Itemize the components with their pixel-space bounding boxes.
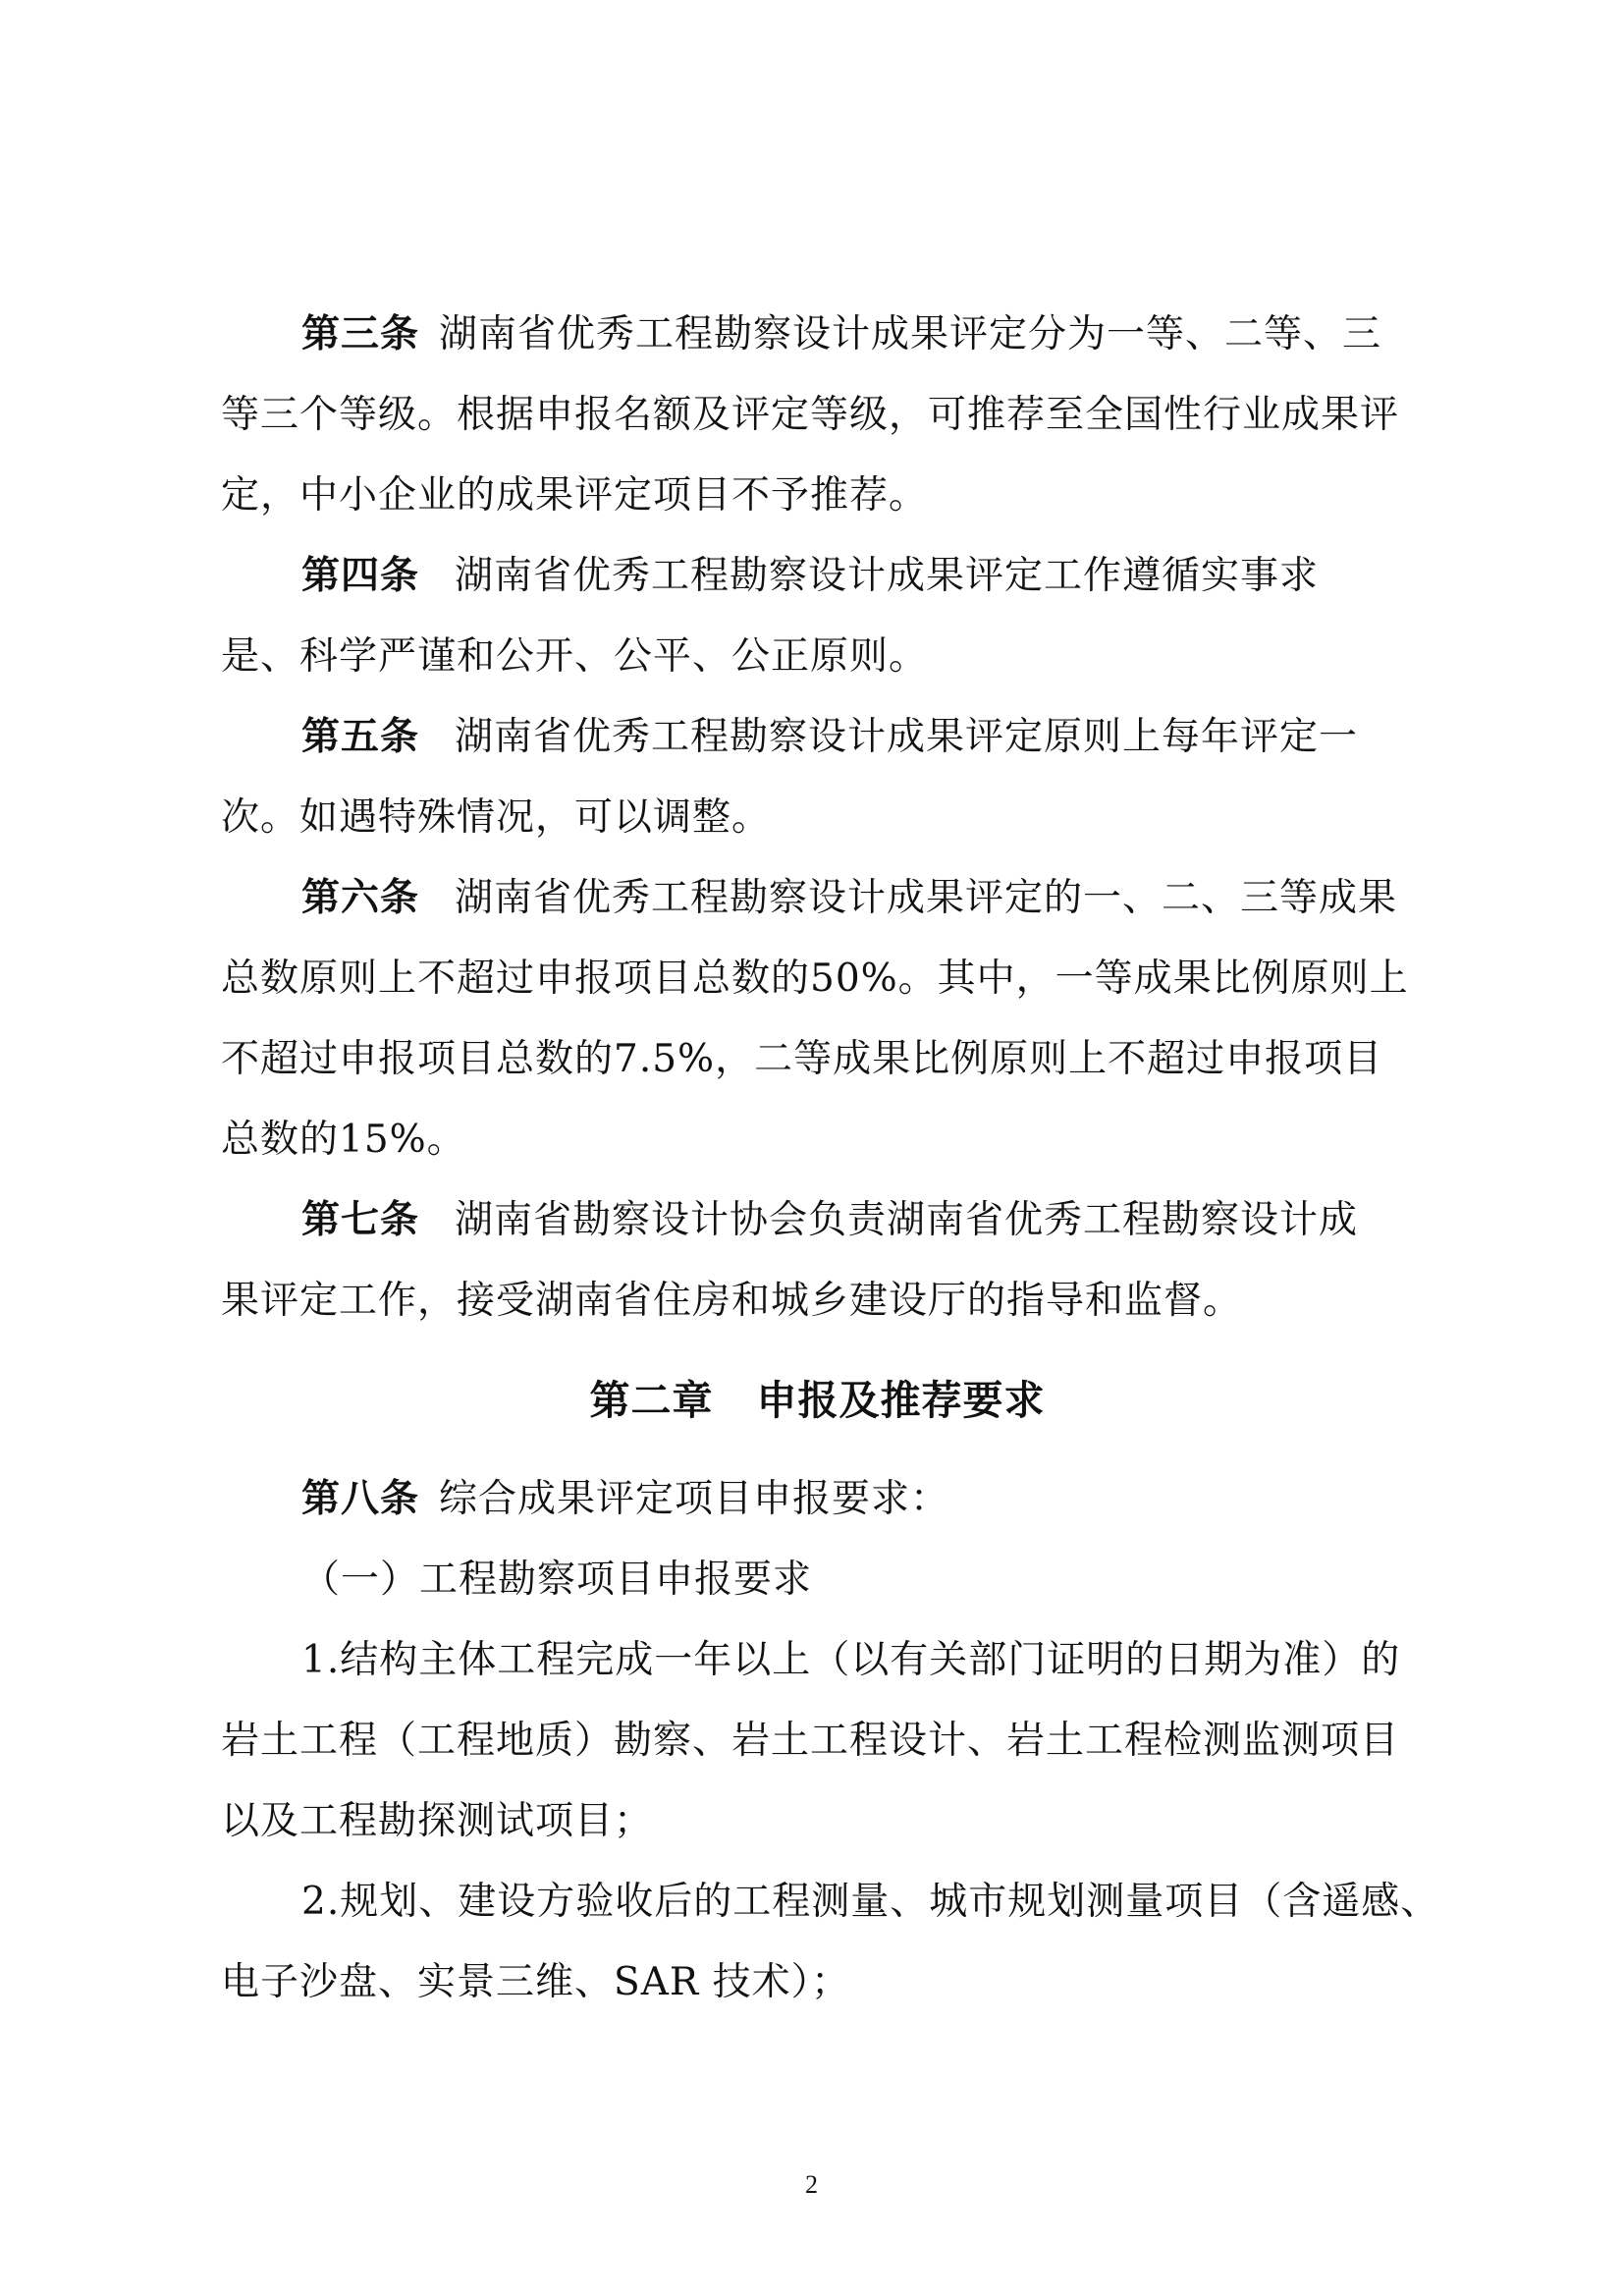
article-6 [221,858,1414,1180]
list-item [221,1862,1440,2023]
article-text-line: 不超过申报项目总数的7.5%，二等成果比例原则上不超过申报项目 [221,1037,1383,1081]
article-text-line: 果评定工作，接受湖南省住房和城乡建设厅的指导和监督。 [221,1279,1243,1323]
article-text-line: 等三个等级。根据申报名额及评定等级，可推荐至全国性行业成果评 [221,393,1400,437]
article-label: 第七条 [301,1198,420,1242]
article-8 [221,1459,1414,1620]
list-item-line: 以及工程勘探测试项目； [221,1799,654,1843]
article-7 [221,1180,1414,1341]
article-4 [221,536,1414,697]
article-text: 湖南省优秀工程勘察设计成果评定工作遵循实事求 [455,554,1320,598]
article-text-line: 是、科学严谨和公开、公平、公正原则。 [221,634,929,679]
article-3 [221,295,1414,536]
list-item [221,1620,1414,1862]
article-text-line: 次。如遇特殊情况，可以调整。 [221,795,772,840]
article-text: 湖南省优秀工程勘察设计成果评定分为一等、二等、三 [439,312,1382,356]
article-text-line: 定，中小企业的成果评定项目不予推荐。 [221,473,929,518]
article-label: 第三条 [301,312,420,356]
chapter-number: 第二章 [589,1377,714,1424]
article-5 [221,697,1414,858]
list-item-line: 岩土工程（工程地质）勘察、岩土工程设计、岩土工程检测监测项目 [221,1719,1400,1763]
list-item-line: 2.规划、建设方验收后的工程测量、城市规划测量项目（含遥感、 [301,1880,1440,1924]
section-heading: （一）工程勘察项目申报要求 [301,1558,813,1602]
article-label: 第五条 [301,715,420,759]
document-page [221,295,1440,2023]
article-label: 第四条 [301,554,420,598]
chapter-heading [221,1341,1414,1459]
article-text: 湖南省勘察设计协会负责湖南省优秀工程勘察设计成 [455,1198,1359,1242]
page-number: 2 [805,2170,818,2199]
article-label: 第六条 [301,876,420,920]
article-text: 综合成果评定项目申报要求： [439,1477,950,1521]
chapter-title: 申报及推荐要求 [756,1377,1046,1424]
article-label: 第八条 [301,1477,420,1521]
article-text-line: 总数原则上不超过申报项目总数的50%。其中，一等成果比例原则上 [221,957,1409,1001]
list-item-line: 1.结构主体工程完成一年以上（以有关部门证明的日期为准）的 [301,1638,1401,1682]
article-text-line: 总数的15%。 [221,1118,466,1162]
list-item-line: 电子沙盘、实景三维、SAR 技术）； [221,1960,851,2004]
article-text: 湖南省优秀工程勘察设计成果评定原则上每年评定一 [455,715,1359,759]
article-text: 湖南省优秀工程勘察设计成果评定的一、二、三等成果 [455,876,1398,920]
